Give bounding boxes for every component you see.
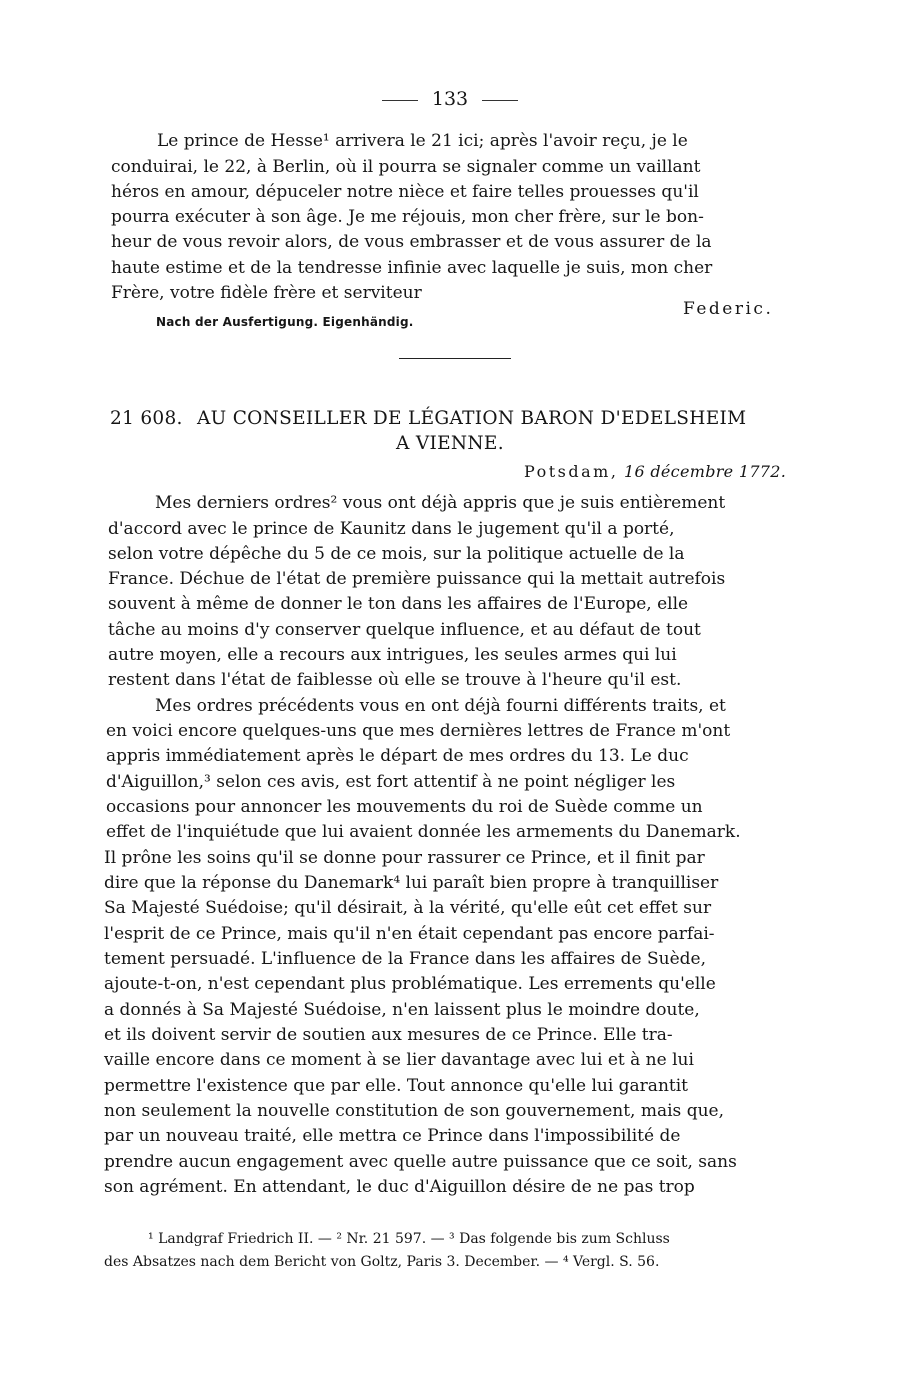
signature: Federic. bbox=[683, 299, 774, 319]
header-dash-right bbox=[482, 100, 518, 101]
letter2-line: d'Aiguillon,³ selon ces avis, est fort attentif à ne point négliger les bbox=[106, 772, 676, 792]
letter2-line: a donnés à Sa Majesté Suédoise, n'en laissent plus le moindre doute, bbox=[104, 1000, 700, 1020]
letter2-line: permettre l'existence que par elle. Tout annonce qu'elle lui garantit bbox=[104, 1076, 688, 1096]
letter2-line: et ils doivent servir de soutien aux mesures de ce Prince. Elle tra- bbox=[104, 1025, 673, 1045]
letter2-line: Mes derniers ordres² vous ont déjà appris que je suis entièrement bbox=[155, 493, 726, 513]
letter2-line: France. Déchue de l'état de première puissance qui la mettait autrefois bbox=[108, 569, 726, 589]
letter2-line: ajoute-t-on, n'est cependant plus problématique. Les errements qu'elle bbox=[104, 974, 716, 994]
dateline-date: 16 décembre 1772. bbox=[624, 462, 787, 481]
letter2-line: occasions pour annoncer les mouvements du roi de Suède comme un bbox=[106, 797, 703, 817]
letter2-line: Il prône les soins qu'il se donne pour rassurer ce Prince, et il finit par bbox=[104, 848, 705, 868]
letter2-line: souvent à même de donner le ton dans les affaires de l'Europe, elle bbox=[108, 594, 689, 614]
letter2-line: d'accord avec le prince de Kaunitz dans le jugement qu'il a porté, bbox=[108, 519, 675, 539]
letter1-line: Le prince de Hesse¹ arrivera le 21 ici; après l'avoir reçu, je le bbox=[157, 131, 688, 151]
letter-heading-line1: AU CONSEILLER DE LÉGATION BARON D'EDELSHEIM bbox=[197, 408, 747, 429]
section-divider bbox=[399, 358, 511, 359]
letter2-line: tâche au moins d'y conserver quelque influence, et au défaut de tout bbox=[108, 620, 701, 640]
letter1-line: haute estime et de la tendresse infinie avec laquelle je suis, mon cher bbox=[111, 258, 713, 278]
header-dash-left bbox=[382, 100, 418, 101]
footnote-line: des Absatzes nach dem Bericht von Goltz, Paris 3. December. — ⁴ Vergl. S. 56. bbox=[104, 1254, 660, 1270]
letter1-line: Frère, votre fidèle frère et serviteur bbox=[111, 283, 422, 303]
letter2-line: selon votre dépêche du 5 de ce mois, sur la politique actuelle de la bbox=[108, 544, 685, 564]
page-number-header bbox=[0, 88, 900, 110]
letter2-line: vaille encore dans ce moment à se lier davantage avec lui et à ne lui bbox=[104, 1050, 694, 1070]
letter2-line: effet de l'inquiétude que lui avaient donnée les armements du Danemark. bbox=[106, 822, 741, 842]
dateline bbox=[524, 459, 786, 484]
letter1-line: héros en amour, dépuceler notre nièce et faire telles prouesses qu'il bbox=[111, 182, 699, 202]
letter2-line: l'esprit de ce Prince, mais qu'il n'en était cependant pas encore parfai- bbox=[104, 924, 715, 944]
letter2-line: son agrément. En attendant, le duc d'Aiguillon désire de ne pas trop bbox=[104, 1177, 695, 1197]
letter-number: 21 608. bbox=[110, 408, 183, 429]
letter2-line: dire que la réponse du Danemark⁴ lui paraît bien propre à tranquilliser bbox=[104, 873, 719, 893]
letter2-line: restent dans l'état de faiblesse où elle se trouve à l'heure qu'il est. bbox=[108, 670, 682, 690]
letter1-line: conduirai, le 22, à Berlin, où il pourra se signaler comme un vaillant bbox=[111, 157, 701, 177]
letter2-line: en voici encore quelques-uns que mes dernières lettres de France m'ont bbox=[106, 721, 731, 741]
letter1-line: heur de vous revoir alors, de vous embrasser et de vous assurer de la bbox=[111, 232, 712, 252]
letter2-line: non seulement la nouvelle constitution de son gouvernement, mais que, bbox=[104, 1101, 724, 1121]
letter1-line: pourra exécuter à son âge. Je me réjouis, mon cher frère, sur le bon- bbox=[111, 207, 704, 227]
letter2-line: appris immédiatement après le départ de mes ordres du 13. Le duc bbox=[106, 746, 689, 766]
letter2-line: prendre aucun engagement avec quelle autre puissance que ce soit, sans bbox=[104, 1152, 737, 1172]
letter2-line: autre moyen, elle a recours aux intrigues, les seules armes qui lui bbox=[108, 645, 677, 665]
letter2-line: par un nouveau traité, elle mettra ce Prince dans l'impossibilité de bbox=[104, 1126, 681, 1146]
page-number: 133 bbox=[431, 88, 469, 110]
footnote-line: ¹ Landgraf Friedrich II. — ² Nr. 21 597. — ³ Das folgende bis zum Schluss bbox=[148, 1231, 670, 1247]
letter-heading-line2: A VIENNE. bbox=[396, 433, 504, 454]
letter2-line: Sa Majesté Suédoise; qu'il désirait, à la vérité, qu'elle eût cet effet sur bbox=[104, 898, 712, 918]
dateline-place: Potsdam, bbox=[524, 462, 619, 481]
letter2-line: tement persuadé. L'influence de la France dans les affaires de Suède, bbox=[104, 949, 706, 969]
source-note: Nach der Ausfertigung. Eigenhändig. bbox=[156, 315, 414, 329]
letter2-line: Mes ordres précédents vous en ont déjà fourni différents traits, et bbox=[155, 696, 726, 716]
